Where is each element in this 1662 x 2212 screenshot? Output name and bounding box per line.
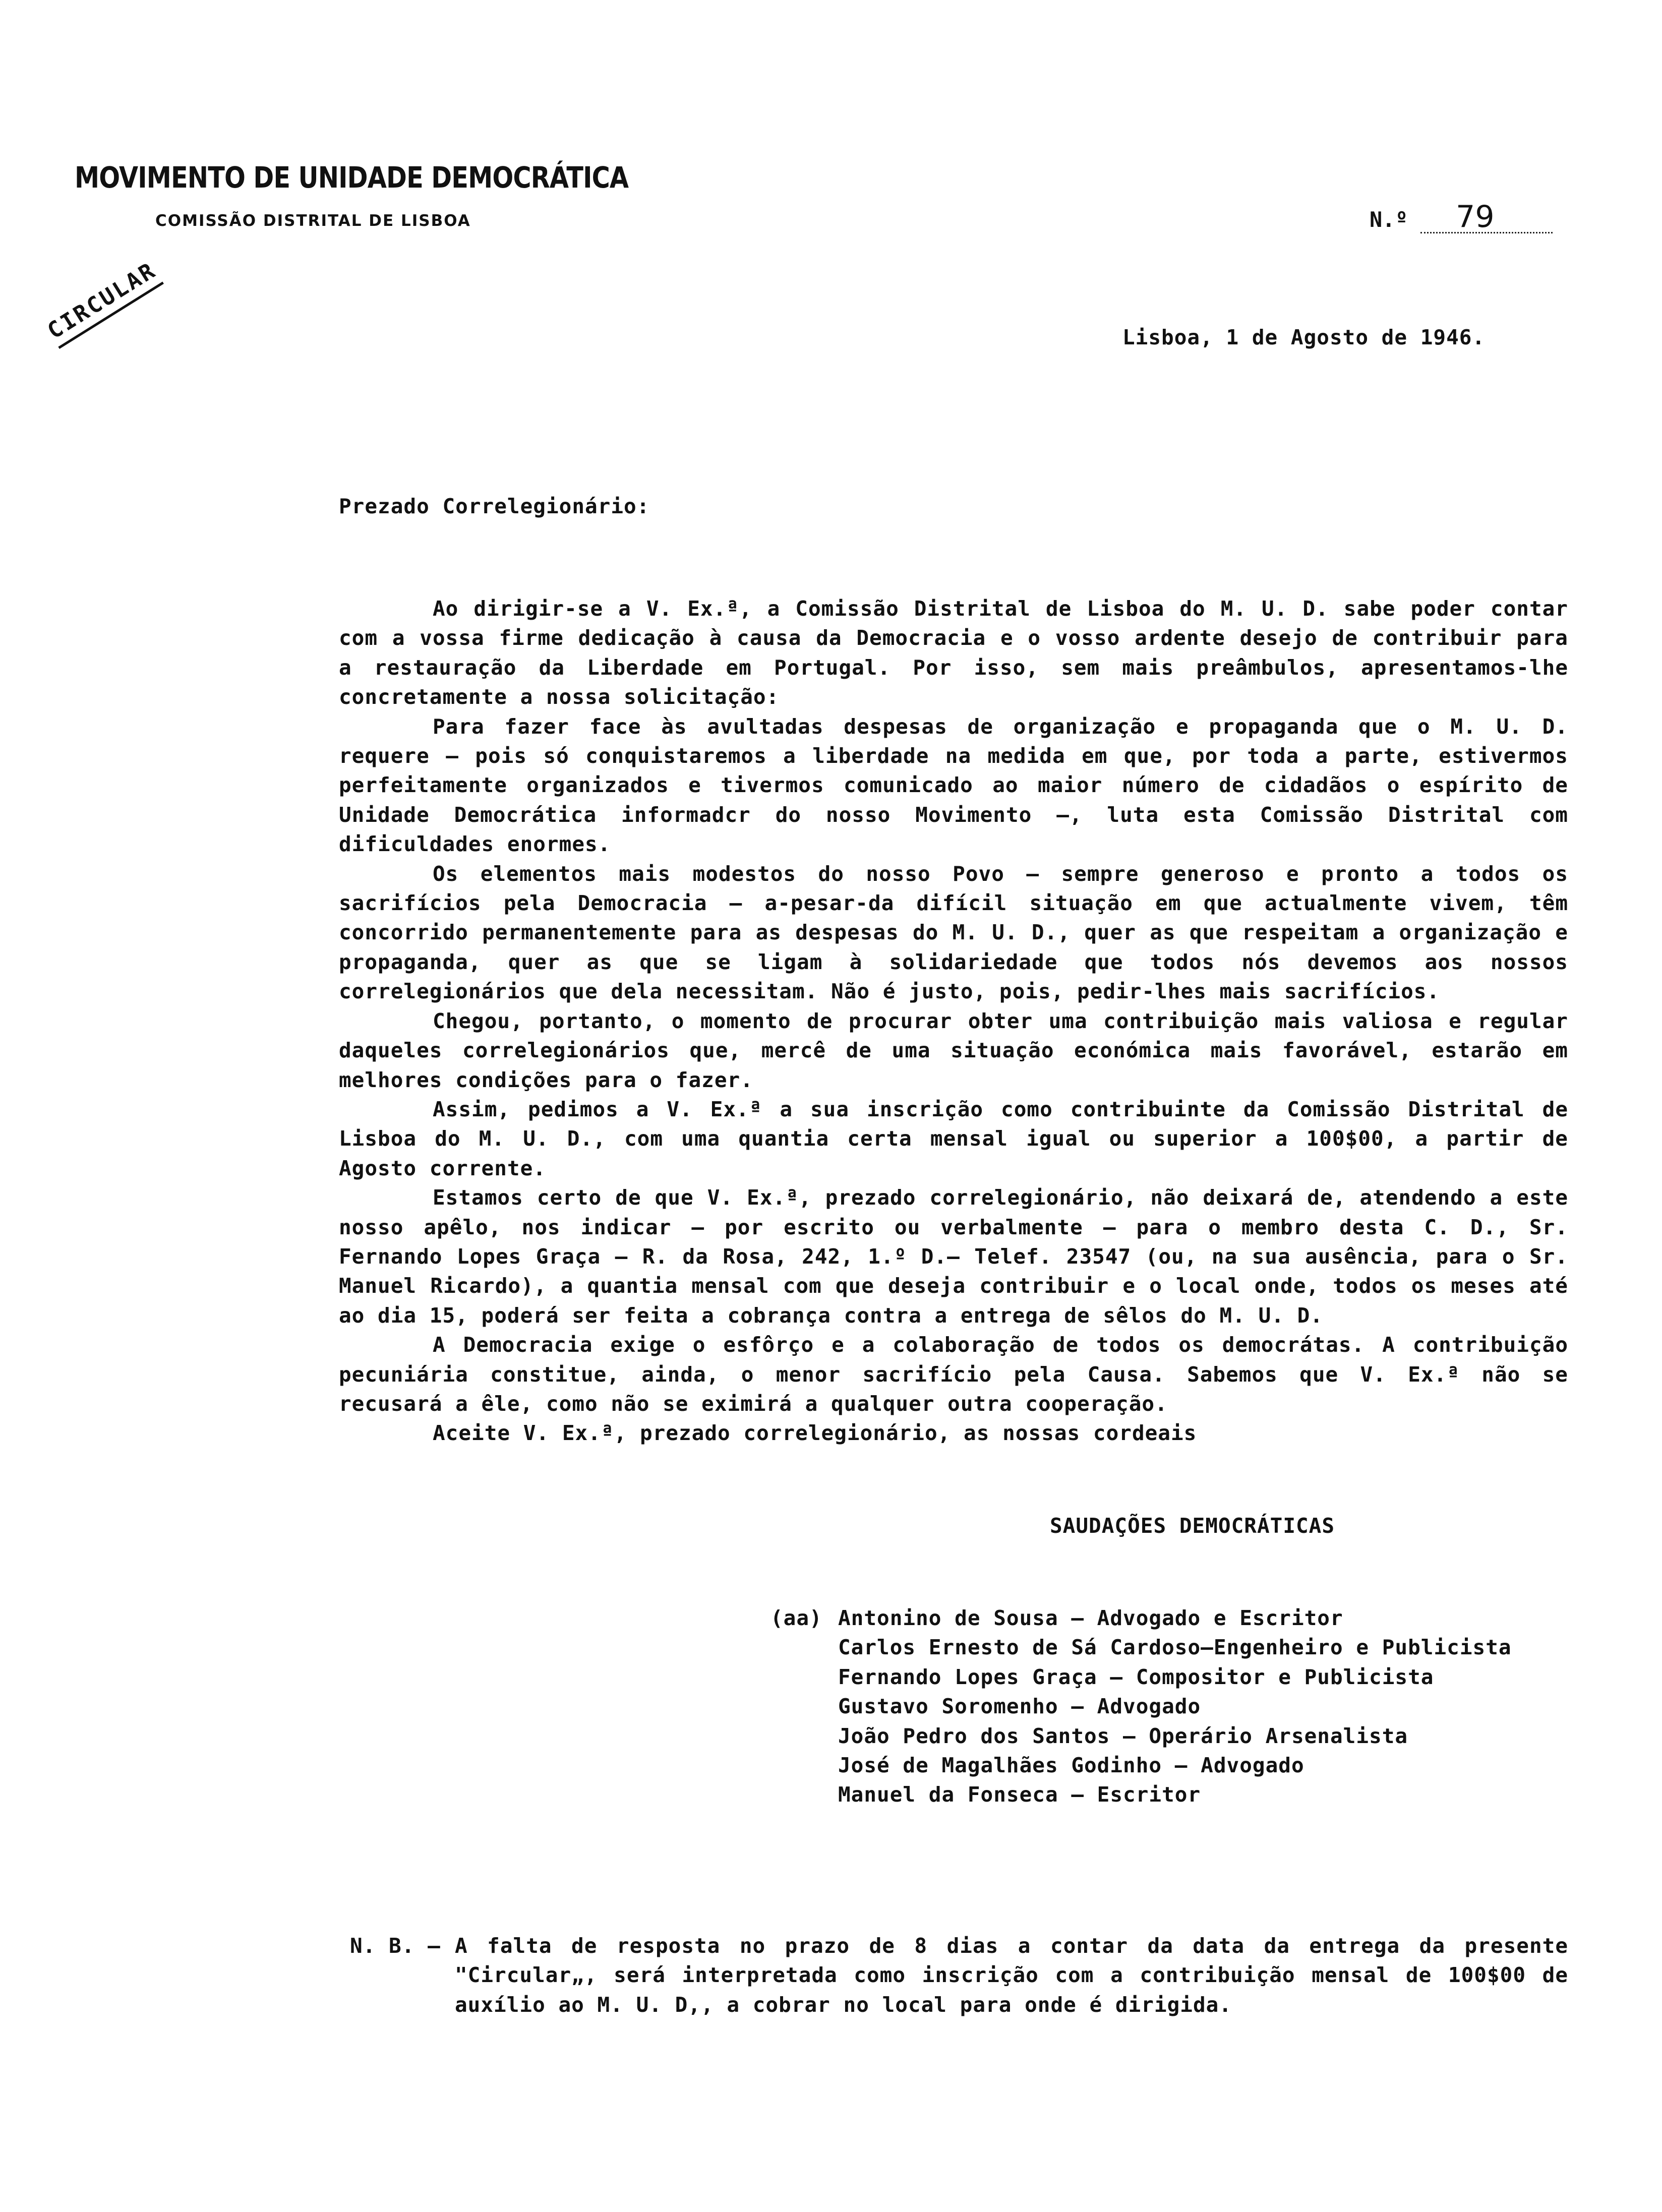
paragraph: A Democracia exige o esfôrço e a colaboração de todos os democrátas. A contribuição pecuniária constitue, ainda, o menor sacrifício pela Causa. Sabemos que V. Ex.ª não se recusará a êle, como não se eximirá a qualquer outra cooperação. — [339, 1333, 1568, 1416]
document-number — [1370, 199, 1553, 234]
circular-stamp: CIRCULAR — [43, 257, 164, 349]
signatory: Gustavo Soromenho – Advogado — [838, 1694, 1201, 1719]
paragraph: Estamos certo de que V. Ex.ª, prezado correlegionário, não deixará de, atendendo a este nosso apêlo, nos indicar – por escrito ou verbalmente – para o membro desta C. D., Sr. Fernando Lopes Graça – R. da Rosa, 242, 1.º D.– Telef. 23547 (ou, na sua ausência, para o Sr. Manuel Ricardo), a quantia mensal com que deseja contribuir e o local onde, todos os meses até ao dia 15, poderá ser feita a cobrança contra a entrega de sêlos do M. U. D. — [339, 1185, 1568, 1328]
organization-name: MOVIMENTO DE UNIDADE DEMOCRÁTICA — [75, 160, 629, 195]
date-line: Lisboa, 1 de Agosto de 1946. — [1122, 325, 1486, 349]
paragraph: Assim, pedimos a V. Ex.ª a sua inscrição como contribuinte da Comissão Distrital de Lisboa do M. U. D., com uma quantia certa mensal igual ou superior a 100$00, a partir de Agosto corrente. — [339, 1097, 1568, 1180]
signatories-list — [838, 1603, 1512, 1810]
signatory: Carlos Ernesto de Sá Cardoso–Engenheiro e Publicista — [838, 1635, 1512, 1660]
paragraph: Os elementos mais modestos do nosso Povo – sempre generoso e pronto a todos os sacrifícios pela Democracia – a-pesar-da difícil situação em que actualmente vivem, têm concorrido permanentemente para as despesas do M. U. D., quer as que respeitam a organização e propaganda, quer as que se ligam à solidariedade que todos nós devemos aos nossos correlegionários que dela necessitam. Não é justo, pois, pedir-lhes mais sacrifícios. — [339, 861, 1568, 1004]
signatory: Manuel da Fonseca – Escritor — [838, 1782, 1201, 1807]
letter-body — [339, 594, 1568, 1448]
signatory: João Pedro dos Santos – Operário Arsenalista — [838, 1723, 1408, 1748]
note-label: N. B. – — [350, 1934, 441, 1958]
number-label: N.º — [1370, 207, 1408, 232]
organization-subtitle: COMISSÃO DISTRITAL DE LISBOA — [155, 212, 471, 230]
signatory: José de Magalhães Godinho – Advogado — [838, 1753, 1304, 1777]
note-text: A falta de resposta no prazo de 8 dias a contar da data da entrega da presente "Circular„, será interpretada como inscrição com a contribuição mensal de 100$00 de auxílio ao M. U. D,, a cobrar no local para onde é dirigida. — [455, 1934, 1568, 2017]
paragraph: Para fazer face às avultadas despesas de organização e propaganda que o M. U. D. requere – pois só conquistaremos a liberdade na medida em que, por toda a parte, estivermos perfeitamente organizados e tivermos comunicado ao maior número de cidadãos o espírito de Unidade Democrática informadcr do nosso Movimento –, luta esta Comissão Distrital com dificuldades enormes. — [339, 714, 1568, 857]
paragraph: Aceite V. Ex.ª, prezado correlegionário, as nossas cordeais — [433, 1421, 1197, 1446]
closing-greeting: SAUDAÇÕES DEMOCRÁTICAS — [1050, 1514, 1335, 1538]
paragraph: Ao dirigir-se a V. Ex.ª, a Comissão Distrital de Lisboa do M. U. D. sabe poder contar com a vossa firme dedicação à causa da Democracia e o vosso ardente desejo de contribuir para a restauração da Liberdade em Portugal. Por isso, sem mais preâmbulos, apresentamos-lhe concretamente a nossa solicitação: — [339, 596, 1568, 709]
salutation: Prezado Correlegionário: — [339, 494, 650, 518]
number-value: 79 — [1420, 202, 1553, 233]
paragraph: Chegou, portanto, o momento de procurar obter uma contribuição mais valiosa e regular daqueles correlegionários que, mercê de uma situação económica mais favorável, estarão em melhores condições para o fazer. — [339, 1008, 1568, 1092]
signatories-prefix: (aa) — [770, 1606, 822, 1630]
signatory: Fernando Lopes Graça – Compositor e Publicista — [838, 1664, 1434, 1689]
signatory: Antonino de Sousa – Advogado e Escritor — [838, 1606, 1343, 1630]
